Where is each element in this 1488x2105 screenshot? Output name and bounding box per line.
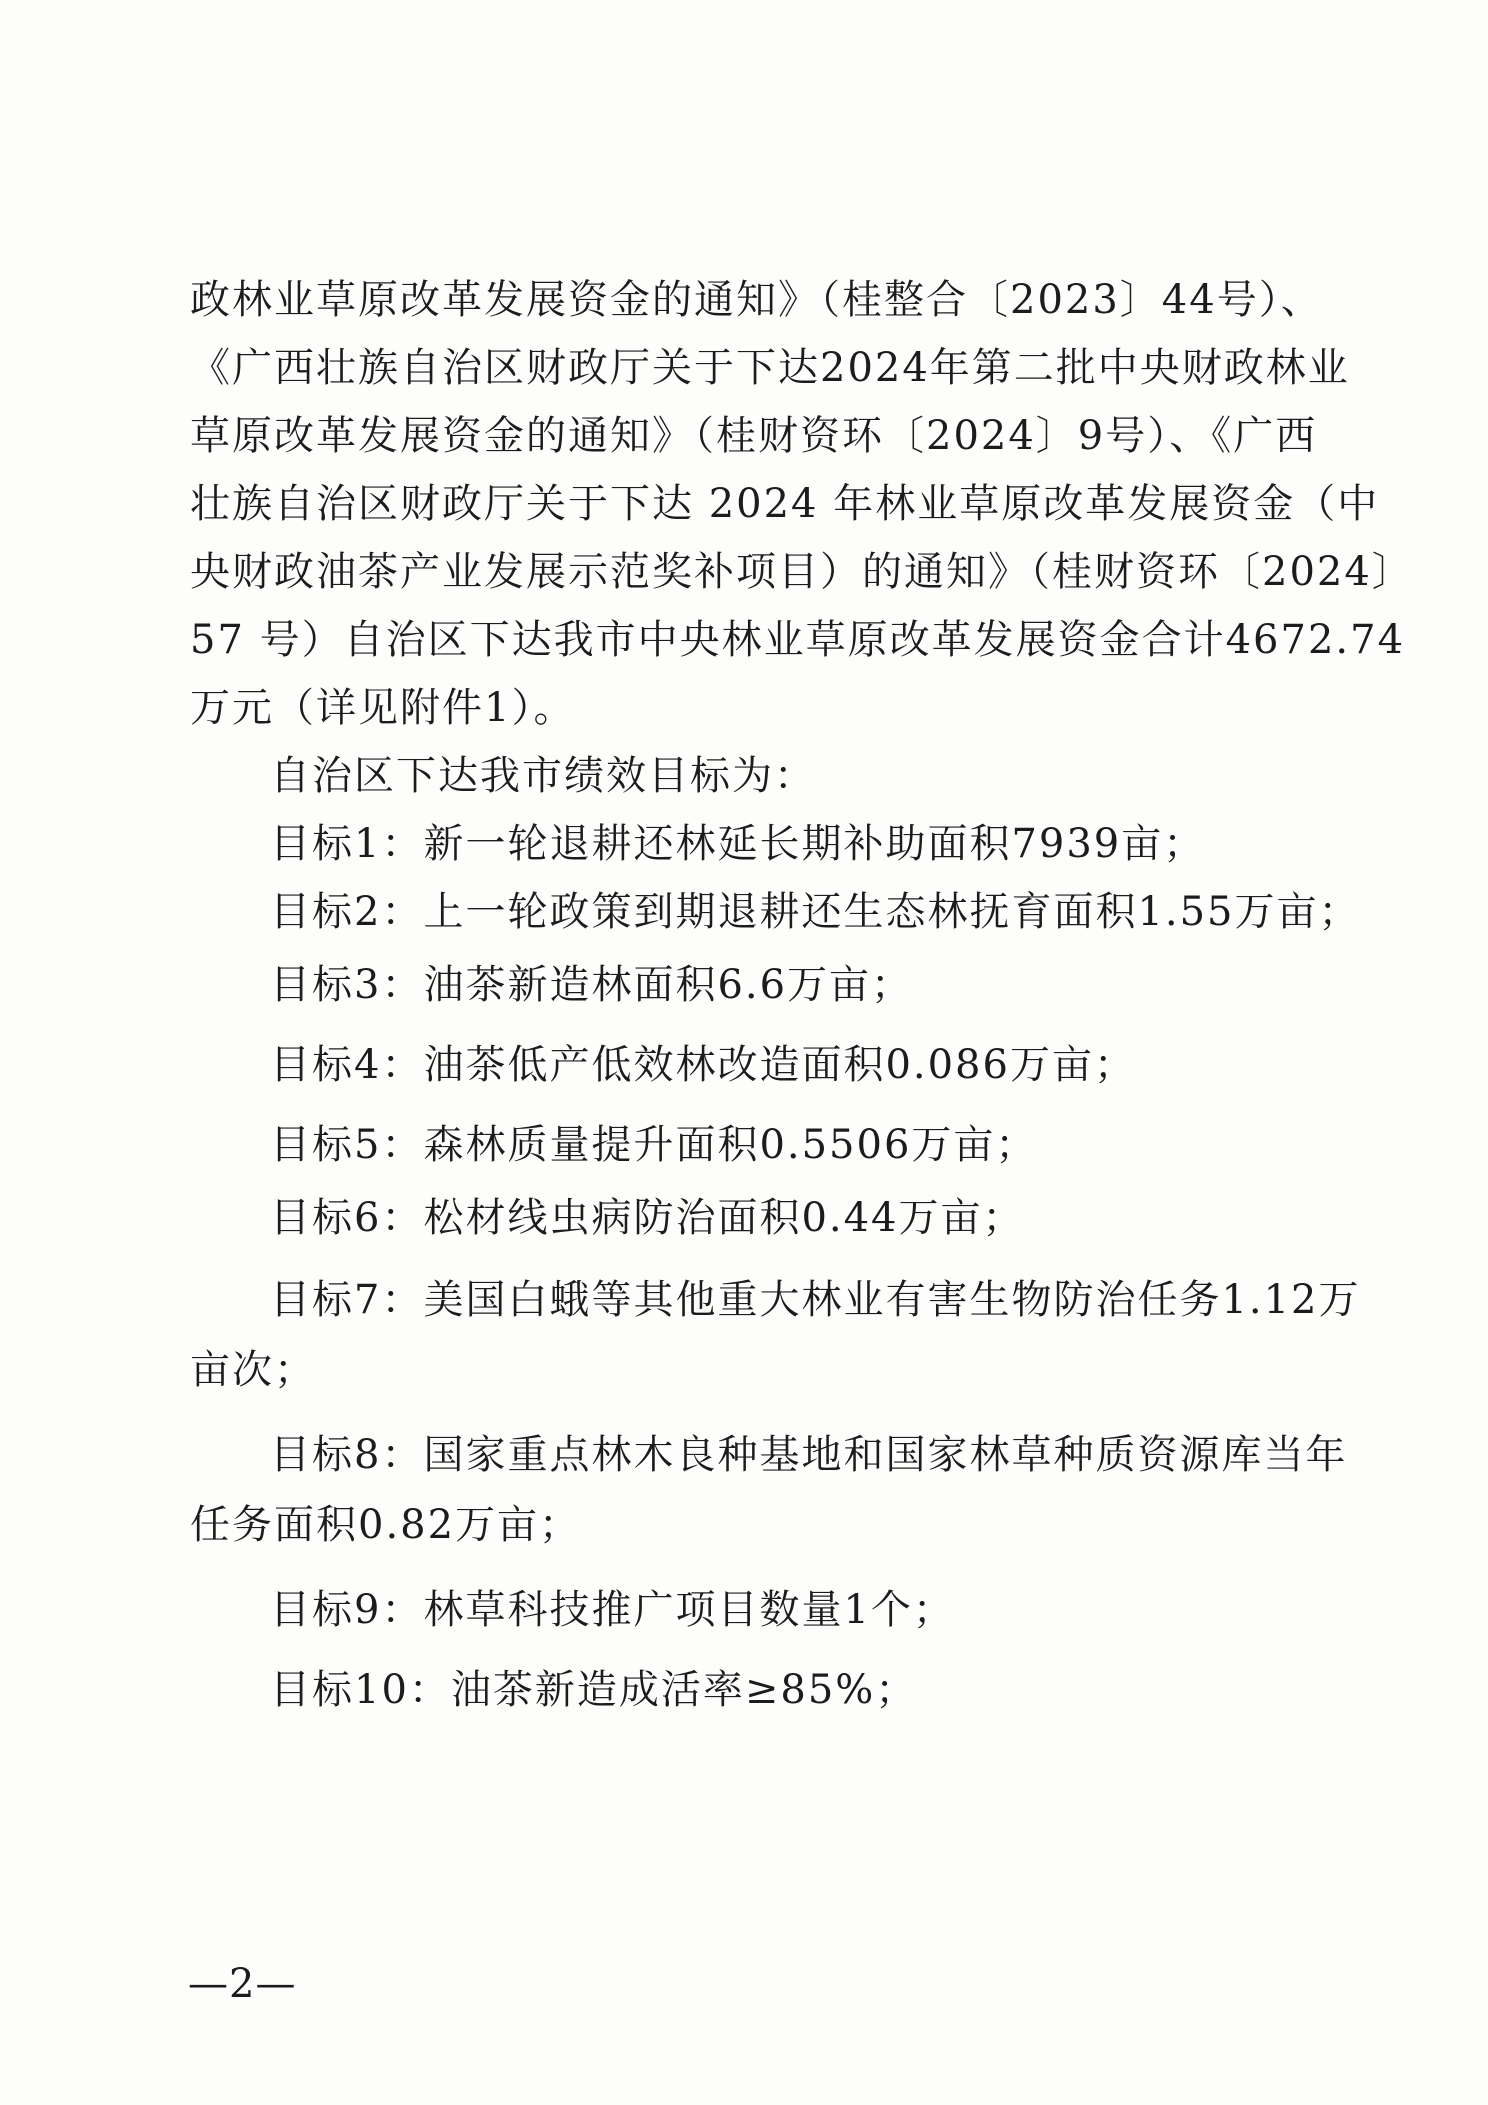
- target-item-1: 目标1：新一轮退耕还林延长期补助面积7939亩；: [270, 821, 1206, 867]
- target-item-8: 目标8：国家重点林木良种基地和国家林草种质资源库当年: [270, 1432, 1348, 1478]
- target-item-6: 目标6：松材线虫病防治面积0.44万亩；: [270, 1195, 1025, 1241]
- paragraph-line: 草原改革发展资金的通知》（桂财资环〔2024〕9号）、《广西: [190, 413, 1318, 459]
- target-item-7: 目标7：美国白蛾等其他重大林业有害生物防治任务1.12万: [270, 1277, 1361, 1323]
- targets-intro: 自治区下达我市绩效目标为：: [270, 753, 816, 799]
- target-item-8-continuation: 任务面积0.82万亩；: [190, 1502, 582, 1548]
- paragraph-line: 《广西壮族自治区财政厅关于下达2024年第二批中央财政林业: [190, 345, 1350, 391]
- paragraph-line: 央财政油茶产业发展示范奖补项目）的通知》（桂财资环〔2024〕: [190, 549, 1414, 595]
- paragraph-line: 万元（详见附件1）。: [190, 685, 576, 731]
- target-item-4: 目标4：油茶低产低效林改造面积0.086万亩；: [270, 1042, 1136, 1088]
- paragraph-line: 政林业草原改革发展资金的通知》（桂整合〔2023〕44号）、: [190, 277, 1323, 323]
- paragraph-line: 57 号）自治区下达我市中央林业草原改革发展资金合计4672.74: [190, 617, 1406, 663]
- paragraph-line: 壮族自治区财政厅关于下达 2024 年林业草原改革发展资金（中: [190, 481, 1380, 527]
- target-item-2: 目标2：上一轮政策到期退耕还生态林抚育面积1.55万亩；: [270, 889, 1361, 935]
- target-item-10: 目标10：油茶新造成活率≥85%；: [270, 1667, 918, 1713]
- target-item-3: 目标3：油茶新造林面积6.6万亩；: [270, 962, 914, 1008]
- target-item-9: 目标9：林草科技推广项目数量1个；: [270, 1587, 955, 1633]
- target-item-5: 目标5：森林质量提升面积0.5506万亩；: [270, 1122, 1038, 1168]
- page-number: —2—: [188, 1961, 297, 2007]
- target-item-7-continuation: 亩次；: [190, 1347, 316, 1393]
